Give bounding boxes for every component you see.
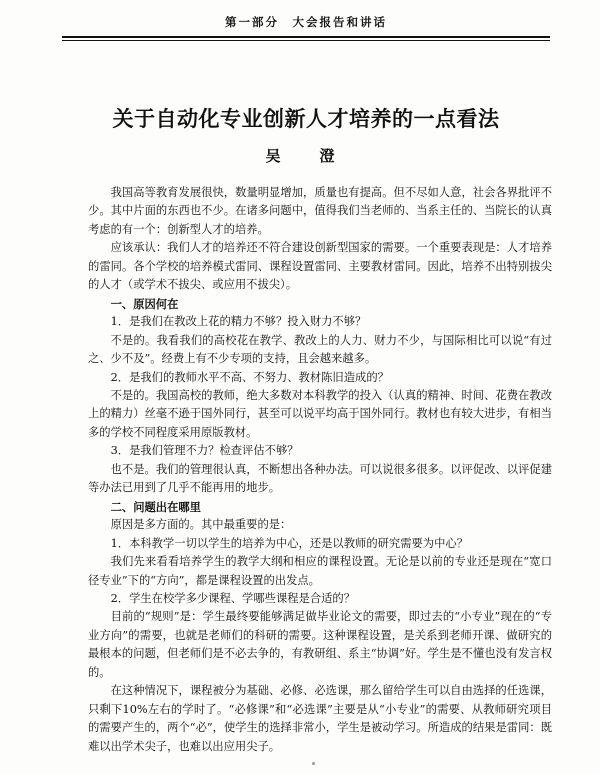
section-heading-1: 一、原因何在 xyxy=(110,296,179,311)
header-rule-thick xyxy=(62,36,550,38)
question-1: 1．是我们在教改上花的精力不够？投入财力不够？ xyxy=(110,315,367,329)
point-2: 2．学生在校学多少课程、学哪些课程是合适的？ xyxy=(110,591,356,605)
header-rule-thin xyxy=(62,40,550,41)
paragraph-intro-1: 我国高等教育发展很快，数量明显增加，质量也有提高。但不尽如人意，社会各界批评不少。其中片面的东西也不少。在诸多问题中，值得我们当老师的、当系主任的、当院长的认真考虑的有一个：创新型人才的培养。 xyxy=(88,186,552,236)
question-3: 3．是我们管理不力？检查评估不够？ xyxy=(110,444,299,458)
paragraph-causes: 原因是多方面的。其中最重要的是： xyxy=(110,518,292,532)
paragraph-intro-2: 应该承认：我们人才的培养还不符合建设创新型国家的需要。一个重要表现是：人才培养的雷同。各个学校的培养模式雷同、课程设置雷同、主要教材雷同。因此，培养不出特别拔尖的人才（或学术不拔尖、或应用不拔尖）。 xyxy=(88,241,552,292)
answer-2: 不是的。我国高校的教师，绝大多数对本科教学的投入（认真的精神、时间、花费在教改上的精力）丝毫不逊于国外同行，甚至可以说平均高于国外同行。教材也有较大进步，有相当多的学校不同程度采用原版教材。 xyxy=(88,388,552,439)
page-mark-dot xyxy=(312,762,315,765)
paragraph-rules: 目前的“规则”是：学生最终要能够满足做毕业论文的需要，即过去的“小专业”现在的“专业方向”的需要，也就是老师们的科研的需要。这种课程设置，是关系到老师开课、做研究的最根本的问题，但老师们是不必去争的，有教研组、系主“协调”好。学生是不懂也没有发言权的。 xyxy=(88,610,552,679)
answer-3: 也不是。我们的管理很认真，不断想出各种办法。可以说很多很多。以评促改、以评促建等办法已用到了几乎不能再用的地步。 xyxy=(88,462,552,495)
paragraph-conclusion: 在这种情况下，课程被分为基础、必修、必选课，那么留给学生可以自由选择的任选课，只剩下10%左右的学时了。“必修课”和“必选课”主要是从“小专业”的需要、从教师研究项目的需要产生的，两个“必”，使学生的选择非常小，学生是被动学习。所造成的结果是雷同：既难以出学术尖子，也难以出应用尖子。 xyxy=(88,684,552,753)
question-2: 2．是我们的教师水平不高、不努力、教材陈旧造成的？ xyxy=(110,370,389,384)
section-heading-2: 二、问题出在哪里 xyxy=(110,499,201,514)
answer-1: 不是的。我看我们的高校花在教学、教改上的人力、财力不少，与国际相比可以说“有过之、少不及”。经费上有不少专项的支持，且会越来越多。 xyxy=(88,333,552,366)
paragraph-syllabus: 我们先来看看培养学生的教学大纲和相应的课程设置。无论是以前的专业还是现在“宽口径专业”下的“方向”，都是课程设置的出发点。 xyxy=(88,555,552,587)
article-body xyxy=(88,184,552,756)
article-title: 关于自动化专业创新人才培养的一点看法 xyxy=(112,106,500,131)
point-1: 1．本科教学一切以学生的培养为中心，还是以教师的研究需要为中心？ xyxy=(110,536,468,550)
running-header: 第一部分 大会报告和讲话 xyxy=(225,15,387,29)
article-author: 吴 澄 xyxy=(265,147,347,165)
